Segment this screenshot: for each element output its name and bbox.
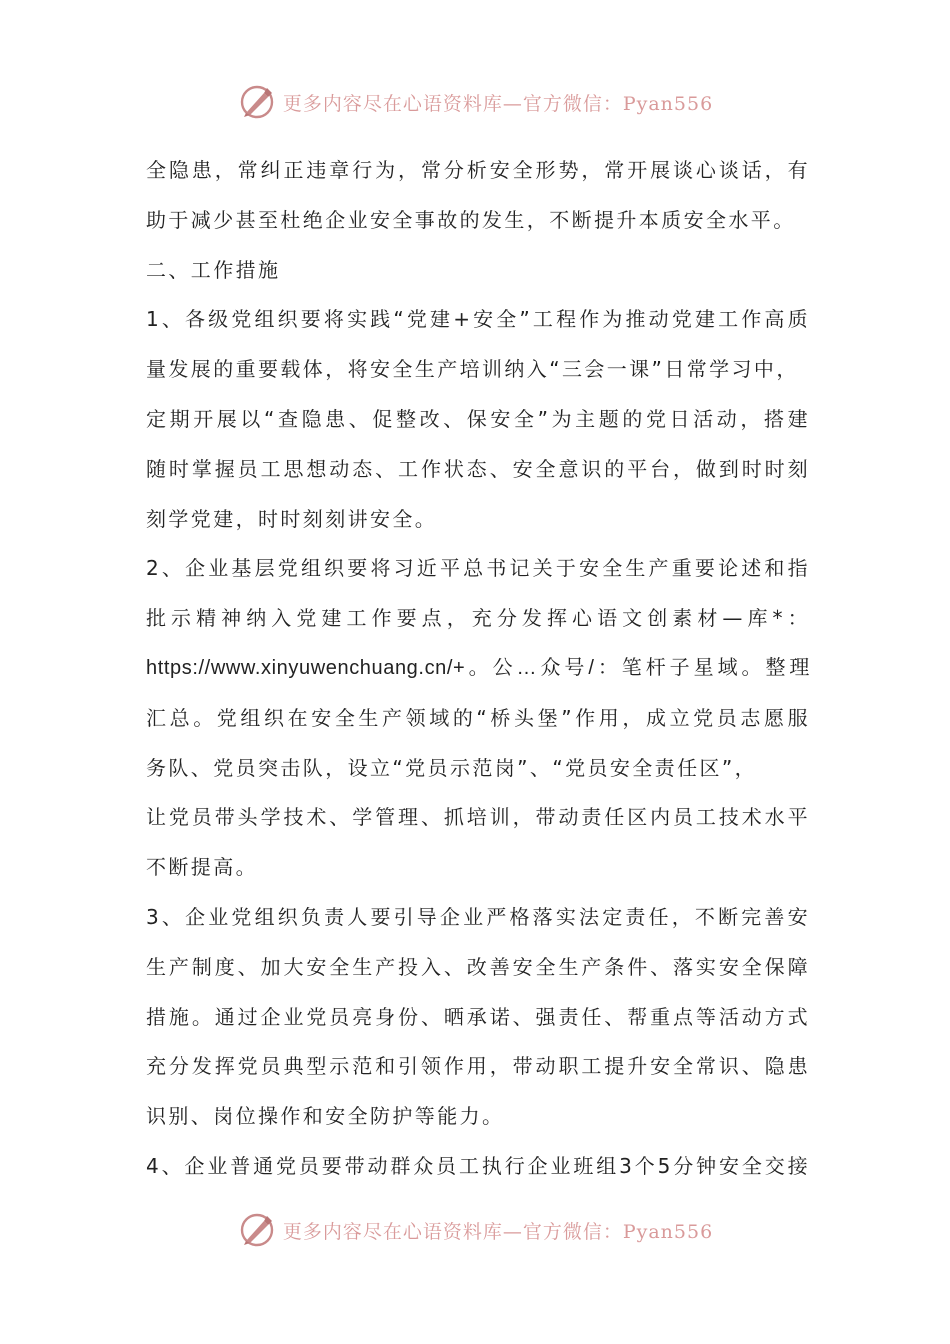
body-line-url: https://www.xinyuwenchuang.cn/+。公…众号/：笔杆子星域。整理	[146, 656, 810, 679]
body-line: 措施。通过企业党员亮身份、晒承诺、强责任、帮重点等活动方式	[146, 1004, 810, 1029]
body-line: 让党员带头学技术、学管理、抓培训，带动责任区内员工技术水平	[146, 805, 810, 830]
body-line: 刻学党建，时时刻刻讲安全。	[146, 506, 438, 531]
body-line: 量发展的重要载体，将安全生产培训纳入“三会一课”日常学习中，	[146, 357, 799, 382]
header-banner	[0, 80, 950, 124]
body-line: 识别、岗位操作和安全防护等能力。	[146, 1104, 505, 1129]
body-line: 批示精神纳入党建工作要点，充分发挥心语文创素材—库*：	[146, 606, 810, 631]
body-line: 4、企业普通党员要带动群众员工执行企业班组3个5分钟安全交接	[146, 1153, 810, 1178]
body-line: 定期开展以“查隐患、促整改、保安全”为主题的党日活动，搭建	[146, 406, 810, 431]
pen-logo-icon	[237, 82, 277, 122]
body-line: 全隐患，常纠正违章行为，常分析安全形势，常开展谈心谈话，有	[146, 158, 810, 182]
body-line: 务队、党员突击队，设立“党员示范岗”、“党员安全责任区”，	[146, 755, 758, 780]
pen-logo-icon	[237, 1210, 277, 1250]
body-line: 助于减少甚至杜绝企业安全事故的发生，不断提升本质安全水平。	[146, 207, 796, 232]
body-line: 汇总。党组织在安全生产领域的“桥头堡”作用，成立党员志愿服	[146, 705, 810, 730]
header-banner-text: 更多内容尽在心语资料库—官方微信：Pyan556	[282, 92, 714, 115]
body-line: 2、企业基层党组织要将习近平总书记关于安全生产重要论述和指	[146, 556, 810, 581]
body-line: 1、各级党组织要将实践“党建+安全”工程作为推动党建工作高质	[146, 307, 810, 332]
footer-banner	[0, 1208, 950, 1252]
document-body	[146, 146, 810, 1192]
body-line: 生产制度、加大安全生产投入、改善安全生产条件、落实安全保障	[146, 954, 810, 979]
body-line: 充分发挥党员典型示范和引领作用，带动职工提升安全常识、隐患	[146, 1054, 810, 1079]
body-line: 随时掌握员工思想动态、工作状态、安全意识的平台，做到时时刻	[146, 456, 810, 481]
body-line: 不断提高。	[146, 855, 258, 880]
footer-banner-text: 更多内容尽在心语资料库—官方微信：Pyan556	[282, 1220, 714, 1243]
section-heading: 二、工作措施	[146, 257, 281, 282]
body-line: 3、企业党组织负责人要引导企业严格落实法定责任，不断完善安	[146, 904, 810, 929]
